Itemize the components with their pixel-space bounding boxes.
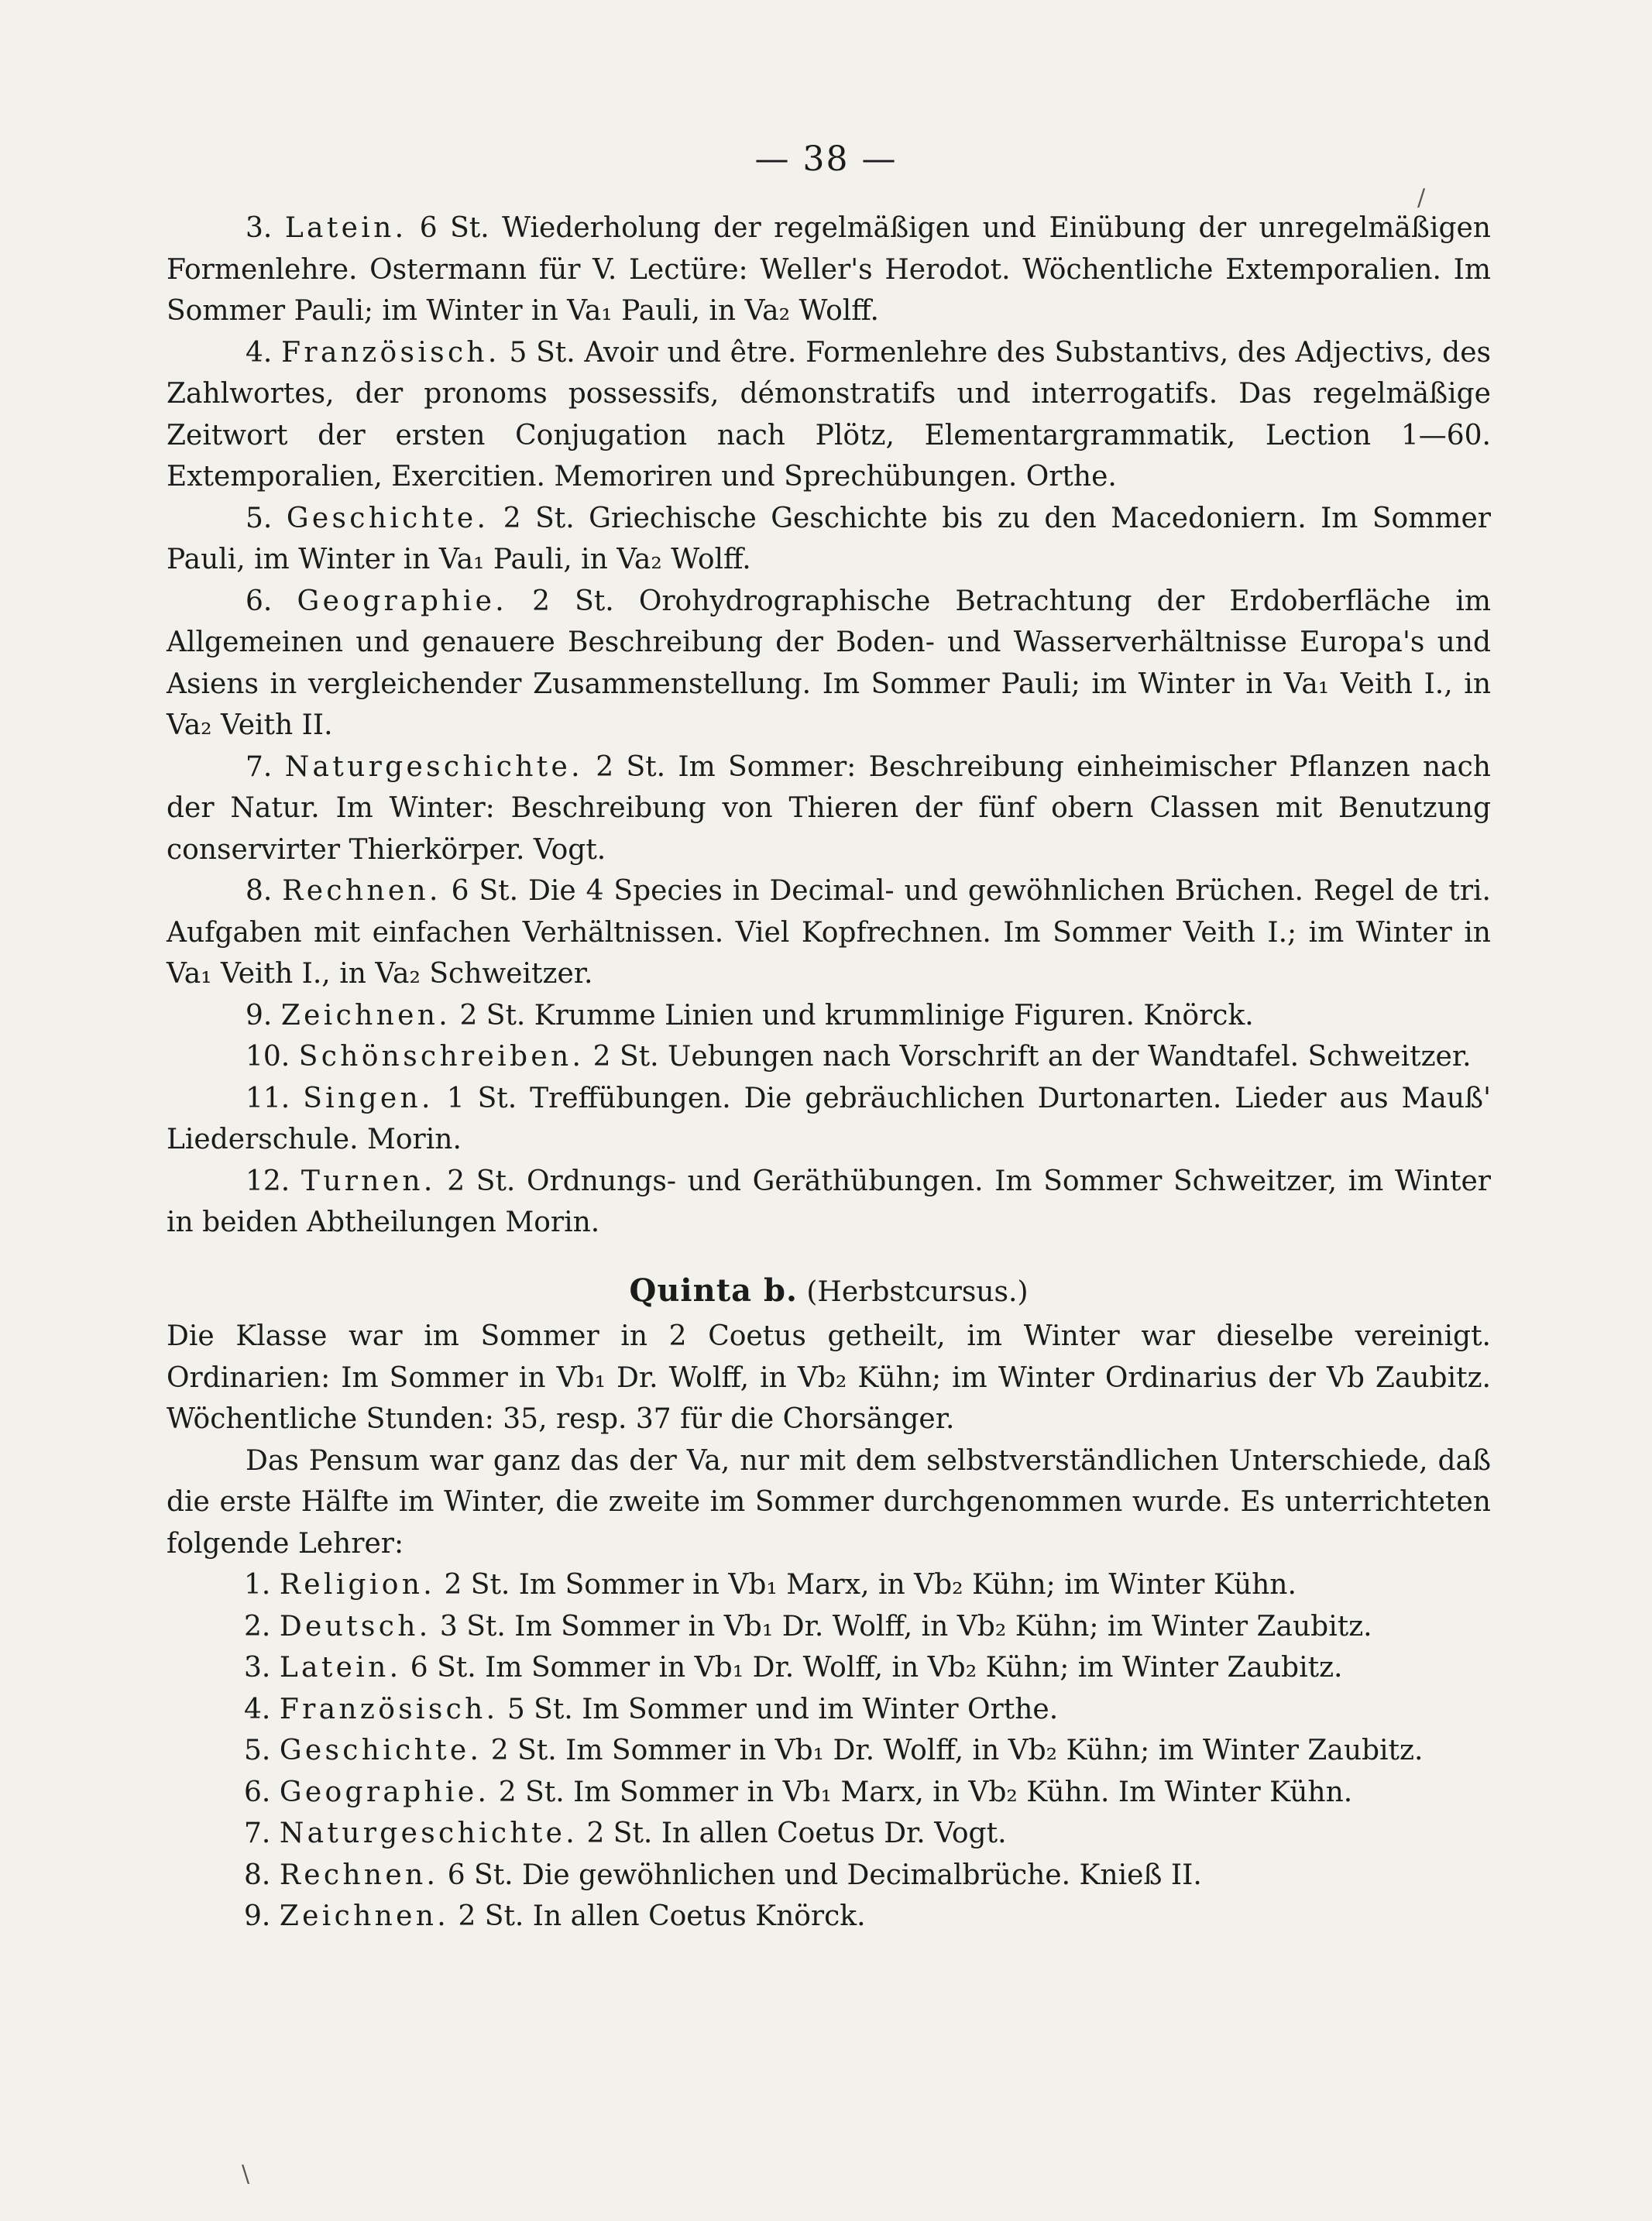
list-item: 3. Latein. 6 St. Im Sommer in Vb₁ Dr. Wolff, in Vb₂ Kühn; im Winter Zaubitz. xyxy=(244,1652,1343,1684)
list-item: 4. Französisch. 5 St. Im Sommer und im Winter Orthe. xyxy=(244,1693,1059,1725)
list-item: 4. Französisch. 5 St. Avoir und être. Formenlehre des Substantivs, des Adjectivs, des Zahlwortes, der pronoms possessifs, démonstratifs und interrogatifs. Das regelmäßige Zeitwort der ersten Conjugation nach Plötz, Elementargrammatik, Lection 1—60. Extemporalien, Exercitien. Memoriren und Sprechübungen. Orthe. xyxy=(167,336,1491,493)
subject-label: Geographie. xyxy=(279,1776,490,1808)
subject-label: Turnen. xyxy=(301,1165,436,1197)
subject-label: Rechnen. xyxy=(279,1859,439,1891)
section-pensum: Das Pensum war ganz das der Va, nur mit dem selbstverständlichen Unterschiede, daß die erste Hälfte im Winter, die zweite im Sommer durchgenommen wurde. Es unterrichteten folgende Lehrer: xyxy=(167,1444,1491,1560)
section-heading xyxy=(167,1270,1491,1313)
subject-label: Latein. xyxy=(279,1652,402,1684)
list-item: 3. Latein. 6 St. Wiederholung der regelmäßigen und Einübung der unregelmäßigen Formenlehre. Ostermann für V. Lectüre: Weller's Herodot. Wöchentliche Extemporalien. Im Sommer Pauli; im Winter in Va₁ Pauli, in Va₂ Wolff. xyxy=(167,212,1491,327)
list-item: 2. Deutsch. 3 St. Im Sommer in Vb₁ Dr. Wolff, in Vb₂ Kühn; im Winter Zaubitz. xyxy=(244,1610,1372,1643)
list-item: 9. Zeichnen. 2 St. In allen Coetus Knörck. xyxy=(244,1900,866,1932)
list-item: 7. Naturgeschichte. 2 St. In allen Coetus Dr. Vogt. xyxy=(244,1818,1007,1849)
subject-label: Zeichnen. xyxy=(280,999,451,1032)
subject-label: Zeichnen. xyxy=(279,1900,449,1932)
list-item: 8. Rechnen. 6 St. Die gewöhnlichen und Decimalbrüche. Knieß II. xyxy=(244,1859,1202,1891)
heading-title: Quinta b. xyxy=(629,1272,798,1309)
list-item: 9. Zeichnen. 2 St. Krumme Linien und krummlinige Figuren. Knörck. xyxy=(246,999,1254,1032)
subject-label: Rechnen. xyxy=(282,875,441,907)
list-item: 6. Geographie. 2 St. Orohydrographische Betrachtung der Erdoberfläche im Allgemeinen und genauere Beschreibung der Boden- und Wasserverhältnisse Europa's und Asiens in vergleichender Zusammenstellung. Im Sommer Pauli; im Winter in Va₁ Veith I., in Va₂ Veith II. xyxy=(167,585,1491,741)
subject-label: Schönschreiben. xyxy=(298,1041,585,1073)
list-item: 8. Rechnen. 6 St. Die 4 Species in Decimal- und gewöhnlichen Brüchen. Regel de tri. Aufgaben mit einfachen Verhältnissen. Viel Kopfrechnen. Im Sommer Veith I.; im Winter in Va₁ Veith I., in Va₂ Schweitzer. xyxy=(167,875,1491,990)
subject-label: Geographie. xyxy=(297,585,507,617)
subject-label: Französisch. xyxy=(281,336,500,369)
stray-mark: \ xyxy=(242,2161,250,2188)
list-item: 12. Turnen. 2 St. Ordnungs- und Geräthübungen. Im Sommer Schweitzer, im Winter in beiden Abtheilungen Morin. xyxy=(167,1165,1491,1238)
list-item: 11. Singen. 1 St. Treffübungen. Die gebräuchlichen Durtonarten. Lieder aus Mauß' Liederschule. Morin. xyxy=(167,1082,1491,1155)
heading-subtitle: (Herbstcursus.) xyxy=(806,1275,1029,1308)
subject-label: Latein. xyxy=(284,212,407,244)
list-item: 10. Schönschreiben. 2 St. Uebungen nach Vorschrift an der Wandtafel. Schweitzer. xyxy=(246,1041,1472,1073)
list-item: 5. Geschichte. 2 St. Im Sommer in Vb₁ Dr. Wolff, in Vb₂ Kühn; im Winter Zaubitz. xyxy=(244,1735,1424,1766)
subject-label: Religion. xyxy=(279,1569,435,1601)
page-body xyxy=(167,208,1491,1938)
stray-mark: / xyxy=(1417,184,1426,211)
list-item: 7. Naturgeschichte. 2 St. Im Sommer: Beschreibung einheimischer Pflanzen nach der Natur. Im Winter: Beschreibung von Thieren der fünf obern Classen mit Benutzung conservirter Thierkörper. Vogt. xyxy=(167,750,1491,866)
subject-label: Geschichte. xyxy=(286,502,489,534)
page-number: — 38 — xyxy=(754,139,898,179)
subject-label: Naturgeschichte. xyxy=(284,750,583,783)
list-item: 6. Geographie. 2 St. Im Sommer in Vb₁ Marx, in Vb₂ Kühn. Im Winter Kühn. xyxy=(244,1776,1353,1808)
section-intro: Die Klasse war im Sommer in 2 Coetus getheilt, im Winter war dieselbe vereinigt. Ordinarien: Im Sommer in Vb₁ Dr. Wolff, in Vb₂ Kühn; im Winter Ordinarius der Vb Zaubitz. Wöchentliche Stunden: 35, resp. 37 für die Chorsänger. xyxy=(167,1320,1491,1435)
subject-label: Deutsch. xyxy=(279,1610,431,1643)
section-quinta-a-continued xyxy=(167,208,1491,1244)
subject-label: Naturgeschichte. xyxy=(279,1818,579,1849)
list-item: 5. Geschichte. 2 St. Griechische Geschichte bis zu den Macedoniern. Im Sommer Pauli, im Winter in Va₁ Pauli, in Va₂ Wolff. xyxy=(167,502,1491,575)
section-quinta-b-list xyxy=(167,1564,1491,1938)
subject-label: Geschichte. xyxy=(279,1735,483,1766)
list-item: 1. Religion. 2 St. Im Sommer in Vb₁ Marx, in Vb₂ Kühn; im Winter Kühn. xyxy=(244,1569,1297,1601)
subject-label: Singen. xyxy=(303,1082,434,1114)
subject-label: Französisch. xyxy=(279,1693,499,1725)
